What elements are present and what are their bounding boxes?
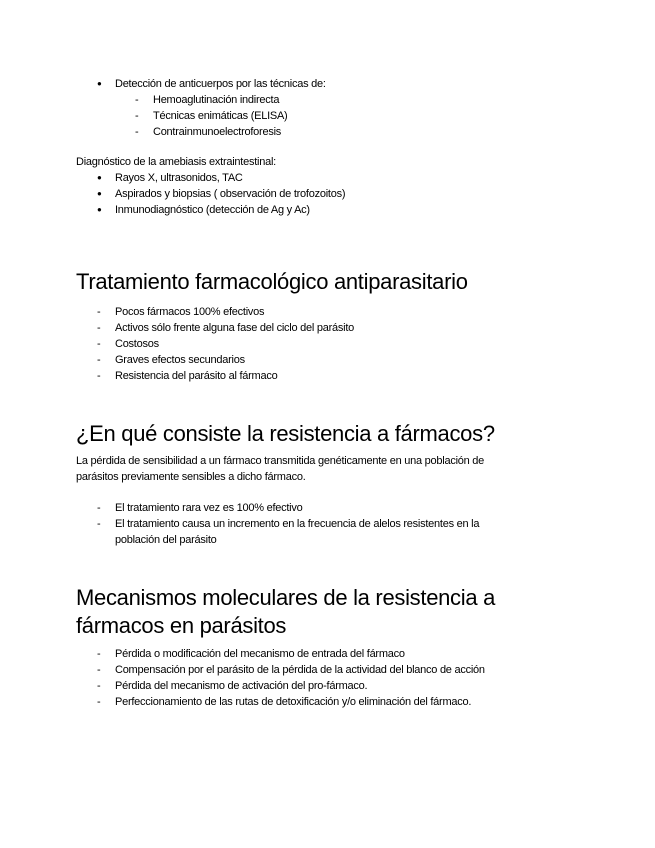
extraintestinal-diagnosis-title: Diagnóstico de la amebiasis extraintestinal: [76, 156, 276, 168]
list-item: - Costosos [115, 336, 354, 352]
antibody-detection-list [115, 76, 326, 92]
list-item: ● Inmunodiagnóstico (detección de Ag y Ac) [115, 202, 345, 218]
resistance-list [115, 500, 479, 548]
list-item: - Graves efectos secundarios [115, 352, 354, 368]
list-item: - Resistencia del parásito al fármaco [115, 368, 354, 384]
list-item: ● Rayos X, ultrasonidos, TAC [115, 170, 345, 186]
list-item: - Hemoaglutinación indirecta [153, 92, 287, 108]
list-item: - Pocos fármacos 100% efectivos [115, 304, 354, 320]
mechanisms-heading: Mecanismos moleculares de la resistencia a fármacos en parásitos [76, 585, 496, 638]
list-item: - Compensación por el parásito de la pérdida de la actividad del blanco de acción [115, 662, 485, 678]
list-item: - Perfeccionamiento de las rutas de detoxificación y/o eliminación del fármaco. [115, 694, 485, 710]
resistance-heading: ¿En qué consiste la resistencia a fármacos? [76, 421, 495, 446]
list-item: - Pérdida del mecanismo de activación del pro-fármaco. [115, 678, 485, 694]
list-item: ● Aspirados y biopsias ( observación de trofozoitos) [115, 186, 345, 202]
list-item: - Pérdida o modificación del mecanismo de entrada del fármaco [115, 646, 485, 662]
list-item: - Técnicas enimáticas (ELISA) [153, 108, 287, 124]
list-item: - Contrainmunoelectroforesis [153, 124, 287, 140]
treatment-list [115, 304, 354, 384]
treatment-heading: Tratamiento farmacológico antiparasitario [76, 269, 468, 294]
mechanisms-list [115, 646, 485, 710]
technique-sublist [153, 92, 287, 140]
extraintestinal-diagnosis-list [115, 170, 345, 218]
list-item: - Activos sólo frente alguna fase del ciclo del parásito [115, 320, 354, 336]
list-item: ● Detección de anticuerpos por las técnicas de: [115, 76, 326, 92]
resistance-paragraph: La pérdida de sensibilidad a un fármaco transmitida genéticamente en una población de parásitos previamente sensibles a dicho fármaco. [76, 455, 485, 483]
list-item: - El tratamiento rara vez es 100% efectivo [115, 500, 479, 516]
list-item: - El tratamiento causa un incremento en la frecuencia de alelos resistentes en la población del parásito [115, 516, 479, 548]
